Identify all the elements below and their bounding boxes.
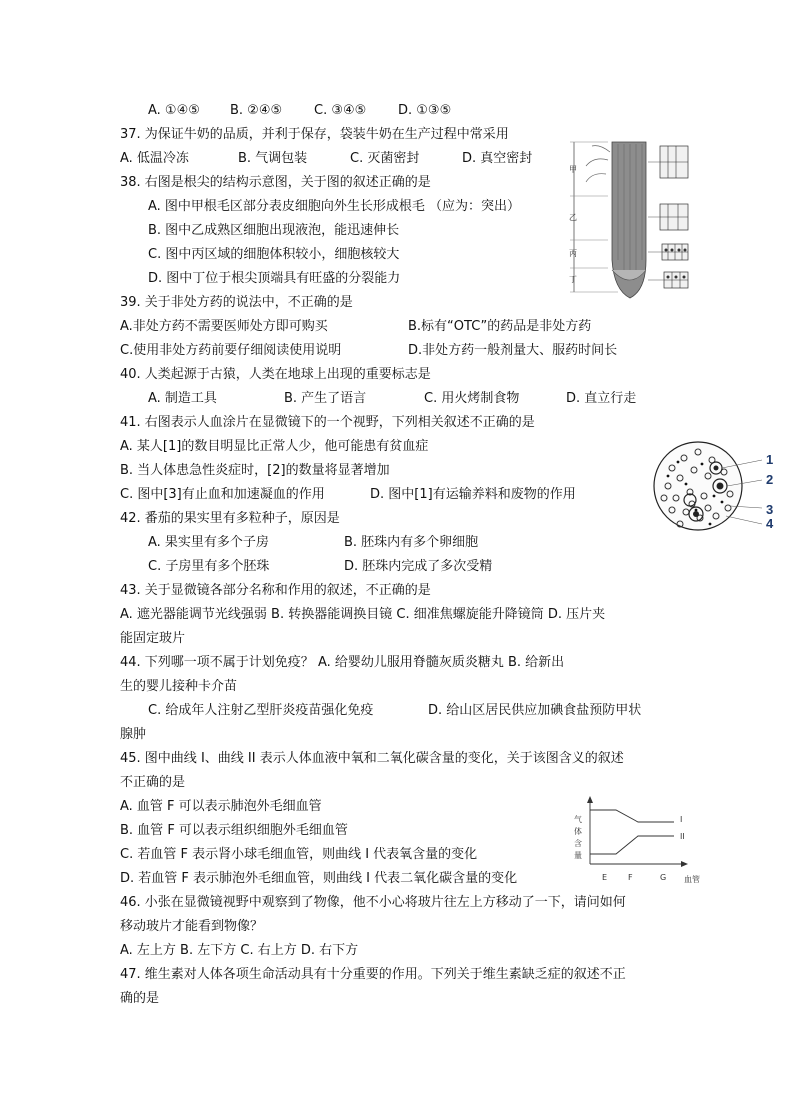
curve-label-ii: II [680,832,685,841]
q42-option-a: A. 果实里有多个子房 [148,535,269,550]
label-3: 3 [766,502,774,517]
q43-line2: 能固定玻片 [120,631,186,646]
root-tip-diagram [568,140,696,300]
q47-line1: 47. 维生素对人体各项生命活动具有十分重要的作用。下列关于维生素缺乏症的叙述不正 [120,967,626,982]
ylabel-char-3: 含 [574,839,582,848]
q45-option-a: A. 血管 F 可以表示肺泡外毛细血管 [120,799,322,814]
option-c: C. ③④⑤ [314,103,367,118]
q43-line1: A. 遮光器能调节光线强弱 B. 转换器能调换目镜 C. 细准焦螺旋能升降镜筒 D. 压片夹 [120,607,606,622]
ylabel-char-4: 量 [574,851,582,860]
q44-line2: 生的婴儿接种卡介苗 [120,679,238,694]
label-1: 1 [766,452,774,467]
q40-stem: 40. 人类起源于古猿，人类在地球上出现的重要标志是 [120,367,431,382]
q45-option-c: C. 若血管 F 表示肾小球毛细血管，则曲线 I 代表氧含量的变化 [120,847,478,862]
q44-option-c: C. 给成年人注射乙型肝炎疫苗强化免疫 [148,703,374,718]
q41-stem: 41. 右图表示人血涂片在显微镜下的一个视野，下列相关叙述不正确的是 [120,415,535,430]
q39-stem: 39. 关于非处方药的说法中，不正确的是 [120,295,353,310]
x-tick-e: E [602,873,608,882]
ylabel-char-1: 气 [574,815,582,824]
q46-line1: 46. 小张在显微镜视野中观察到了物像，他不小心将玻片往左上方移动了一下，请问如何 [120,895,626,910]
q45-line1: 45. 图中曲线 I、曲线 II 表示人体血液中氧和二氧化碳含量的变化，关于该图含义的叙述 [120,751,624,766]
q38-option-d: D. 图中丁位于根尖顶端具有旺盛的分裂能力 [148,271,401,286]
q45-option-d: D. 若血管 F 表示肺泡外毛细血管，则曲线 I 代表二氧化碳含量的变化 [120,871,518,886]
label-bing: 丙 [569,249,577,258]
option-b: B. 产生了语言 [284,391,367,406]
gas-content-chart [566,792,716,888]
curve-i [590,810,674,822]
blood-smear-diagram [650,438,780,538]
option-d: D. 真空密封 [462,151,533,166]
q46-line2: 移动玻片才能看到物像？ [120,919,264,934]
q45-line2: 不正确的是 [120,775,186,790]
q41-option-c: C. 图中[3]有止血和加速凝血的作用 [120,487,325,502]
label-2: 2 [766,472,774,487]
option-d: D. ①③⑤ [398,103,452,118]
q47-line2: 确的是 [120,991,160,1006]
option-a: A. 制造工具 [148,391,217,406]
q45-option-b: B. 血管 F 可以表示组织细胞外毛细血管 [120,823,348,838]
q44-line4: 腺肿 [120,727,147,742]
q38-option-b: B. 图中乙成熟区细胞出现液泡，能迅速伸长 [148,223,400,238]
q41-option-d: D. 图中[1]有运输养料和废物的作用 [370,487,576,502]
option-a: A. 低温冷冻 [120,151,189,166]
q42-option-c: C. 子房里有多个胚珠 [148,559,270,574]
q38-stem: 38. 右图是根尖的结构示意图，关于图的叙述正确的是 [120,175,431,190]
q41-option-a: A. 某人[1]的数目明显比正常人少，他可能患有贫血症 [120,439,429,454]
q38-option-a: A. 图中甲根毛区部分表皮细胞向外生长形成根毛 （应为：突出） [148,199,521,214]
option-b: B. ②④⑤ [230,103,283,118]
label-4: 4 [766,516,774,531]
q38-option-c: C. 图中丙区域的细胞体积较小，细胞核较大 [148,247,400,262]
q46-options: A. 左上方 B. 左下方 C. 右上方 D. 右下方 [120,943,359,958]
option-c: C. 灭菌密封 [350,151,420,166]
label-ding: 丁 [569,275,577,284]
q43-stem: 43. 关于显微镜各部分名称和作用的叙述，不正确的是 [120,583,431,598]
option-c: C. 用火烤制食物 [424,391,520,406]
q39-option-c: C.使用非处方药前要仔细阅读使用说明 [120,343,342,358]
option-a: A. ①④⑤ [148,103,200,118]
x-tick-g: G [660,873,667,882]
ylabel-char-2: 体 [574,827,582,836]
x-axis-label: 血管 [684,875,700,884]
q39-option-b: B.标有“OTC”的药品是非处方药 [408,319,592,334]
curve-ii [590,836,674,854]
q42-option-b: B. 胚珠内有多个卵细胞 [344,535,479,550]
label-yi: 乙 [569,213,577,222]
q37-stem: 37. 为保证牛奶的品质，并利于保存，袋装牛奶在生产过程中常采用 [120,127,509,142]
option-b: B. 气调包装 [238,151,308,166]
q41-option-b: B. 当人体患急性炎症时，[2]的数量将显著增加 [120,463,390,478]
label-jia: 甲 [569,165,577,174]
q44-option-d: D. 给山区居民供应加碘食盐预防甲状 [428,703,642,718]
q44-line1: 44. 下列哪一项不属于计划免疫？ A. 给婴幼儿服用脊髓灰质炎糖丸 B. 给新出 [120,655,565,670]
option-d: D. 直立行走 [566,391,637,406]
q42-stem: 42. 番茄的果实里有多粒种子，原因是 [120,511,340,526]
curve-label-i: I [680,815,683,824]
q39-option-d: D.非处方药一般剂量大、服药时间长 [408,343,618,358]
x-tick-f: F [628,873,633,882]
q42-option-d: D. 胚珠内完成了多次受精 [344,559,493,574]
q39-option-a: A.非处方药不需要医师处方即可购买 [120,319,328,334]
